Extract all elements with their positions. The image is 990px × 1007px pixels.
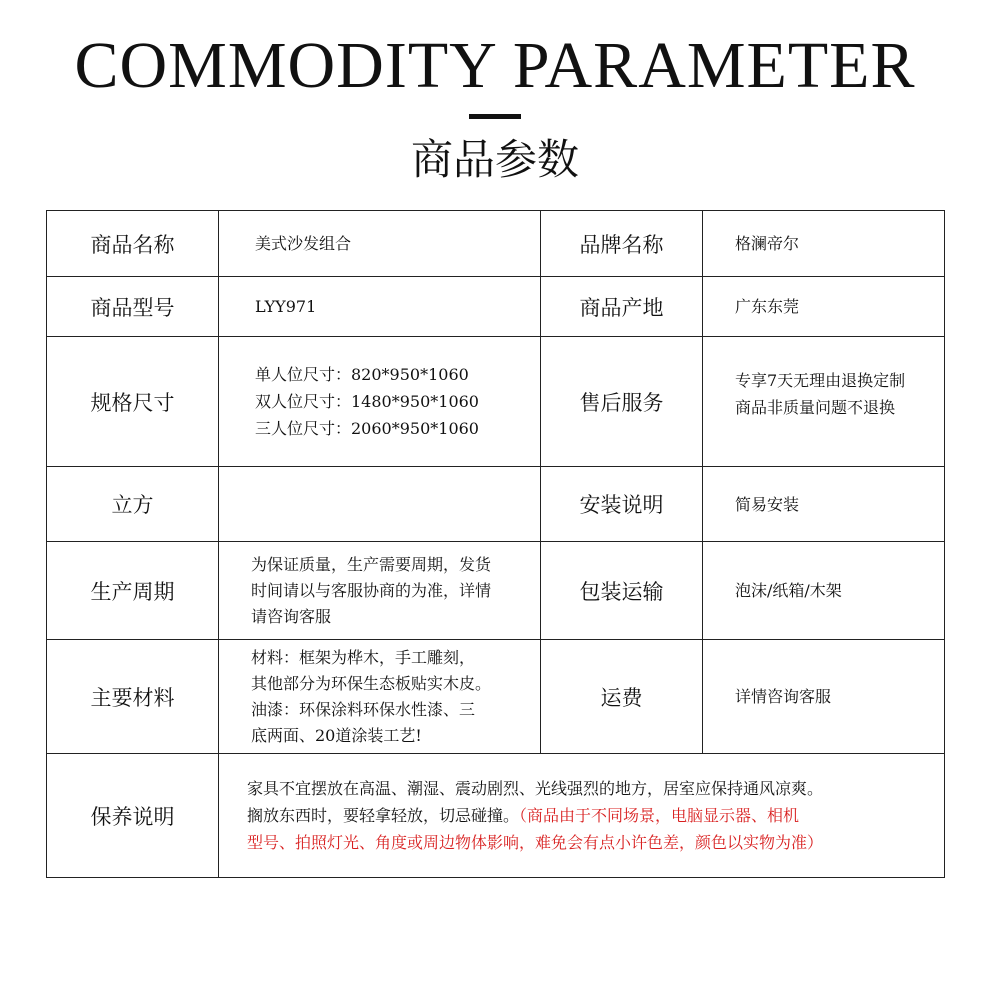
color-disclaimer: 型号、拍照灯光、角度或周边物体影响，难免会有点小许色差，颜色以实物为准） xyxy=(247,833,824,852)
param-value xyxy=(703,337,945,467)
care-line: 家具不宜摆放在高温、潮湿、震动剧烈、光线强烈的地方，居室应保持通风凉爽。 xyxy=(247,779,824,798)
care-label: 保养说明 xyxy=(47,754,219,878)
value-line: 时间请以与客服协商的为准，详情 xyxy=(251,580,492,600)
value-line: 三人位尺寸：2060*950*1060 xyxy=(255,419,479,438)
table-row xyxy=(47,467,945,542)
param-label: 生产周期 xyxy=(47,542,219,640)
value-line: 材料：框架为桦木，手工雕刻， xyxy=(251,647,476,667)
value-line: 专享7天无理由退换定制 xyxy=(735,371,906,390)
param-value: 泡沫/纸箱/木架 xyxy=(703,542,945,640)
value-line: 为保证质量，生产需要周期，发货 xyxy=(251,554,492,574)
table-row xyxy=(47,277,945,337)
param-label: 安装说明 xyxy=(541,467,703,542)
title-divider xyxy=(469,114,521,119)
care-line xyxy=(247,802,924,829)
table-row xyxy=(47,337,945,467)
param-value xyxy=(219,337,541,467)
param-value: 格澜帝尔 xyxy=(703,211,945,277)
param-value: 美式沙发组合 xyxy=(219,211,541,277)
value-line: 双人位尺寸：1480*950*1060 xyxy=(255,392,479,411)
param-label: 运费 xyxy=(541,640,703,754)
value-line: 请咨询客服 xyxy=(251,606,332,626)
param-label: 商品产地 xyxy=(541,277,703,337)
param-label: 品牌名称 xyxy=(541,211,703,277)
param-value: LYY971 xyxy=(219,277,541,337)
color-disclaimer: （商品由于不同场景，电脑显示器、相机 xyxy=(519,806,800,825)
table-row xyxy=(47,211,945,277)
param-value: 简易安装 xyxy=(703,467,945,542)
page-title: COMMODITY PARAMETER xyxy=(74,29,916,102)
page-subtitle: 商品参数 xyxy=(410,135,579,184)
param-value xyxy=(219,542,541,640)
param-label: 主要材料 xyxy=(47,640,219,754)
param-value: 广东东莞 xyxy=(703,277,945,337)
param-label: 立方 xyxy=(47,467,219,542)
param-label: 商品名称 xyxy=(47,211,219,277)
care-instructions xyxy=(219,754,945,878)
param-label: 售后服务 xyxy=(541,337,703,467)
param-value xyxy=(219,640,541,754)
table-row xyxy=(47,542,945,640)
param-value: 详情咨询客服 xyxy=(703,640,945,754)
value-line: 商品非质量问题不退换 xyxy=(735,398,896,417)
table-row xyxy=(47,754,945,878)
care-text: 搁放东西时，要轻拿轻放，切忌碰撞。 xyxy=(247,806,520,825)
parameter-table xyxy=(46,210,945,878)
value-line: 其他部分为环保生态板贴实木皮。 xyxy=(251,673,492,693)
param-value xyxy=(219,467,541,542)
value-line: 单人位尺寸：820*950*1060 xyxy=(255,365,469,384)
param-label: 规格尺寸 xyxy=(47,337,219,467)
value-line: 底两面、20道涂装工艺! xyxy=(251,725,422,745)
param-label: 包装运输 xyxy=(541,542,703,640)
table-row xyxy=(47,640,945,754)
value-line: 油漆：环保涂料环保水性漆、三 xyxy=(251,699,476,719)
param-label: 商品型号 xyxy=(47,277,219,337)
